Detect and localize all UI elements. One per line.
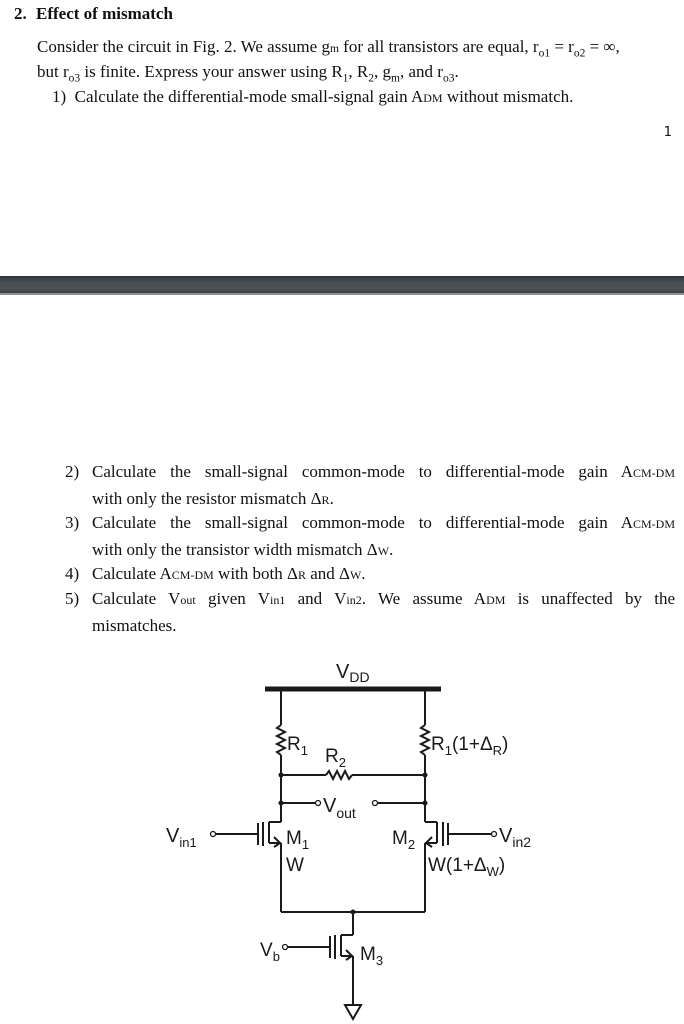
label-vin1: $V_{in1}$ — [166, 825, 197, 850]
label-vin2: $V_{in2}$ — [499, 825, 532, 850]
question-1: 1) Calculate the differential-mode small-signal gain ADM without mismatch. — [52, 87, 574, 106]
section-title: Effect of mismatch — [36, 4, 173, 23]
label-vout: $V_{out}$ — [323, 795, 356, 821]
label-vb: $V_b$ — [260, 940, 280, 964]
label-r1-left: $R_1$ — [287, 734, 308, 758]
intro-line-2: but $r_{o3}$ is finite. Express your answer using $R_1$, $R_2$, $g_m$, and $r_{o3}$. — [37, 62, 459, 85]
label-vdd: $V_{DD}$ — [336, 661, 370, 685]
question-5: 5) Calculate Vout given Vin1 and Vin2. We assume ADM is unaffected by the mismatches. — [65, 589, 675, 635]
section-number: 2. — [14, 4, 27, 23]
label-m2: $M_2$ — [392, 828, 416, 852]
question-3: 3) Calculate the small-signal common-mode to differential-mode gain ACM-DM with only the transistor width mismatch ΔW. — [65, 513, 675, 559]
intro-line-1: Consider the circuit in Fig. 2. We assume gm for all transistors are equal, $r_{o1} = r_{o2}$ = ∞, — [37, 37, 620, 60]
page-number: 1 — [663, 125, 672, 140]
label-m3: $M_3$ — [360, 944, 384, 968]
question-4: 4) Calculate ACM-DM with both ΔR and ΔW. — [65, 564, 366, 583]
question-2: 2) Calculate the small-signal common-mode to differential-mode gain ACM-DM with only the resistor mismatch ΔR. — [65, 462, 675, 508]
label-m1: $M_1$ — [286, 828, 310, 852]
label-w-left: W — [286, 855, 304, 876]
circuit-diagram — [150, 650, 570, 1024]
section-heading — [14, 4, 173, 24]
label-w-right: $W(1+\Delta_W)$ — [428, 855, 506, 879]
page-divider-bar — [0, 276, 684, 295]
label-r1-right: $R_1(1+\Delta_R)$ — [431, 734, 509, 758]
label-r2: $R_2$ — [325, 746, 346, 770]
